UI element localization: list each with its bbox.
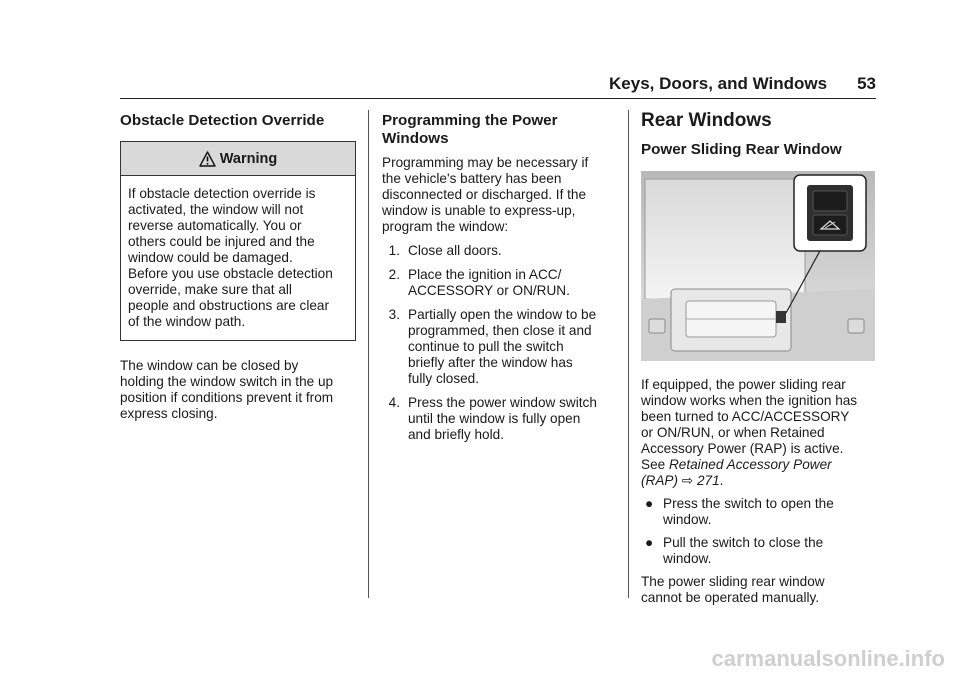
intro-line: window is unable to express-up, xyxy=(382,203,576,218)
step-line: briefly after the window has xyxy=(408,355,573,370)
closing-line: cannot be operated manually. xyxy=(641,590,820,605)
bullet-item xyxy=(641,535,877,567)
page-ref-arrow-icon: ⇨ xyxy=(681,473,694,488)
period: . xyxy=(719,473,724,488)
step-line: programmed, then close it and xyxy=(408,323,592,338)
bullet-icon: ● xyxy=(645,496,654,511)
warning-line: Before you use obstacle detection xyxy=(128,266,333,281)
warning-header xyxy=(121,142,355,176)
body-line: window works when the ignition has xyxy=(641,393,858,408)
body-line: Accessory Power (RAP) is active. xyxy=(641,441,844,456)
power-sliding-subheading: Power Sliding Rear Window xyxy=(641,141,842,158)
warning-triangle-icon xyxy=(199,151,216,167)
body-line: If equipped, the power sliding rear xyxy=(641,377,846,392)
section-title: Keys, Doors, and Windows xyxy=(609,74,828,93)
column-divider xyxy=(628,110,629,598)
intro-line: the vehicle's battery has been xyxy=(382,171,562,186)
step-line: Press the power window switch xyxy=(408,395,597,410)
power-sliding-description xyxy=(641,377,877,489)
warning-line: activated, the window will not xyxy=(128,202,304,217)
step-item xyxy=(382,267,622,299)
obstacle-detection-heading: Obstacle Detection Override xyxy=(120,112,325,129)
intro-line: disconnected or discharged. If the xyxy=(382,187,587,202)
header-rule xyxy=(120,98,876,99)
step-line: Place the ignition in ACC/ xyxy=(408,267,562,282)
cross-reference-link[interactable]: (RAP) xyxy=(641,473,679,488)
warning-line: people and obstructions are clear xyxy=(128,298,330,313)
step-number: 3. xyxy=(388,307,400,322)
step-text xyxy=(408,243,502,259)
page-reference[interactable]: 271 xyxy=(696,473,720,488)
warning-line: of the window path. xyxy=(128,314,246,329)
bullet-line: window. xyxy=(663,512,712,527)
override-paragraph xyxy=(120,358,356,422)
bullet-icon: ● xyxy=(645,535,654,550)
bullet-item xyxy=(641,496,877,528)
switch-bullets xyxy=(641,496,877,567)
middle-column xyxy=(382,110,622,443)
bullet-line: Pull the switch to close the xyxy=(663,535,824,550)
heading-line: Windows xyxy=(382,130,449,147)
see-reference-line xyxy=(641,457,877,473)
see-prefix: See xyxy=(641,457,669,472)
heading-line: Programming the Power xyxy=(382,112,558,129)
intro-line: program the window: xyxy=(382,219,509,234)
warning-line: others could be injured and the xyxy=(128,234,315,249)
page-header xyxy=(120,70,876,98)
paragraph-line: express closing. xyxy=(120,406,218,421)
left-column xyxy=(120,110,356,422)
bullet-line: window. xyxy=(663,551,712,566)
rear-windows-heading: Rear Windows xyxy=(641,110,772,131)
step-text xyxy=(408,307,596,387)
right-column xyxy=(641,110,877,606)
bullet-line: Press the switch to open the xyxy=(663,496,834,511)
step-number: 4. xyxy=(388,395,400,410)
watermark: carmanualsonline.info xyxy=(711,646,945,671)
programming-steps xyxy=(382,243,622,443)
column-divider xyxy=(368,110,369,598)
step-line: continue to pull the switch xyxy=(408,339,564,354)
step-line: Close all doors. xyxy=(408,243,502,258)
warning-text xyxy=(121,176,355,340)
bullet-text xyxy=(663,496,834,528)
step-text xyxy=(408,395,597,443)
step-number: 1. xyxy=(388,243,400,258)
rear-window-switch-illustration xyxy=(641,171,875,361)
bullet-text xyxy=(663,535,823,567)
step-item xyxy=(382,307,622,387)
step-line: ACCESSORY or ON/RUN. xyxy=(408,283,570,298)
step-text xyxy=(408,267,570,299)
warning-line: If obstacle detection override is xyxy=(128,186,316,201)
warning-title: Warning xyxy=(219,150,278,167)
paragraph-line: position if conditions prevent it from xyxy=(120,390,334,405)
intro-line: Programming may be necessary if xyxy=(382,155,589,170)
body-line: or ON/RUN, or when Retained xyxy=(641,425,825,440)
warning-box xyxy=(120,141,356,341)
step-number: 2. xyxy=(388,267,400,282)
paragraph-line: The window can be closed by xyxy=(120,358,299,373)
warning-line: override, make sure that all xyxy=(128,282,292,297)
step-item xyxy=(382,243,622,259)
step-line: fully closed. xyxy=(408,371,480,386)
step-line: Partially open the window to be xyxy=(408,307,597,322)
programming-heading xyxy=(382,112,622,148)
programming-intro xyxy=(382,155,622,235)
page-number: 53 xyxy=(857,74,876,93)
see-reference-line xyxy=(641,473,877,489)
step-item xyxy=(382,395,622,443)
paragraph-line: holding the window switch in the up xyxy=(120,374,334,389)
body-line: been turned to ACC/ACCESSORY xyxy=(641,409,850,424)
cross-reference-link[interactable]: Retained Accessory Power xyxy=(668,457,832,472)
closing-line: The power sliding rear window xyxy=(641,574,825,589)
warning-line: reverse automatically. You or xyxy=(128,218,302,233)
manual-operation-note xyxy=(641,574,877,606)
warning-line: window could be damaged. xyxy=(128,250,293,265)
step-line: until the window is fully open xyxy=(408,411,581,426)
step-line: and briefly hold. xyxy=(408,427,504,442)
